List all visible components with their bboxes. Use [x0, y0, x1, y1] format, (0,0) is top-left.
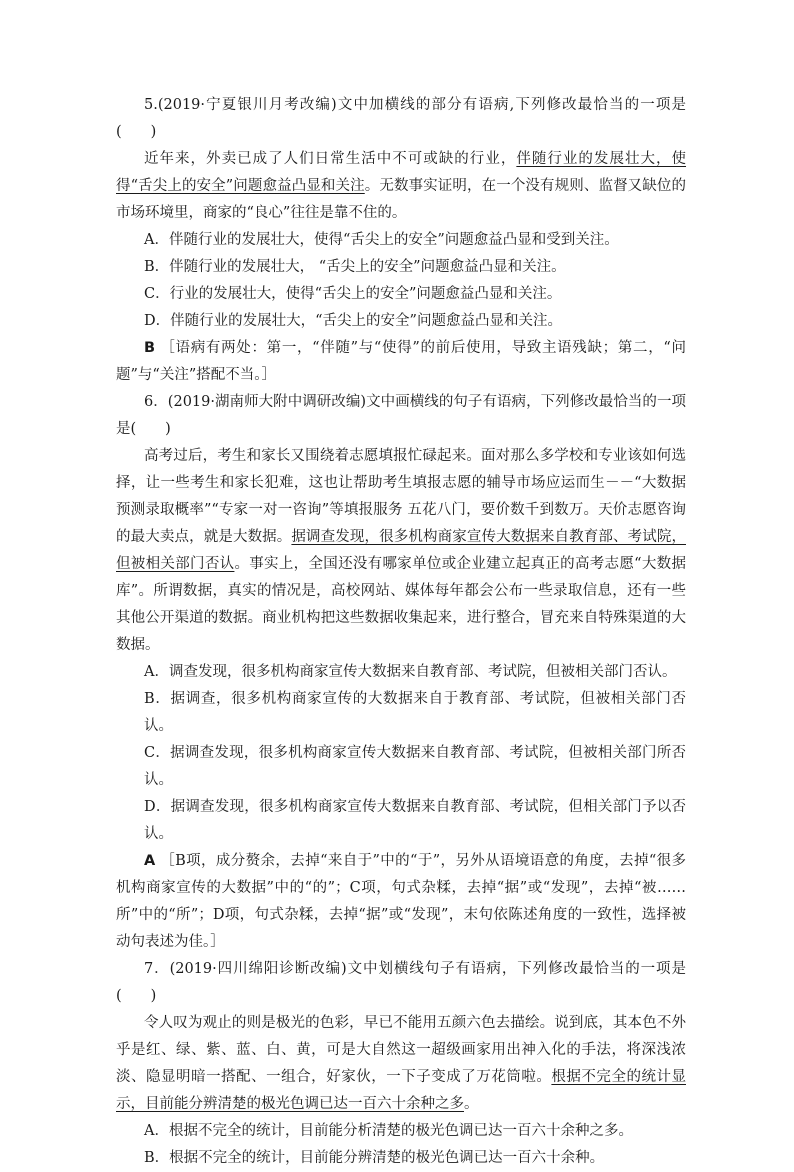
q5-passage-pre: 近年来，外卖已成了人们日常生活中不可或缺的行业， [144, 151, 517, 167]
q7-option-b: B．根据不完全的统计，目前能分辨清楚的极光色调已达一百六十余种。 [144, 1150, 605, 1166]
q7-stem: 7．(2019·四川绵阳诊断改编)文中划横线句子有语病，下列修改最恰当的一项是( ) [116, 961, 686, 1004]
q5-answer [116, 335, 686, 389]
q7-passage-underlined: 根据不完全的统计显示，目前能分辨清楚的极光色调已达一百六十余种之多 [116, 1069, 686, 1112]
q5-passage-underlined: 伴随行业的发展壮大，使得“舌尖上的安全”问题愈益凸显和关注 [116, 151, 687, 194]
q6-stem: 6．(2019·湖南师大附中调研改编)文中画横线的句子有语病，下列修改最恰当的一项是( ) [116, 394, 686, 437]
q7-passage-pre: 令人叹为观止的则是极光的色彩，早已不能用五颜六色去描绘。说到底，其本色不外乎是红、绿、紫、蓝、白、黄，可是大自然这一超级画家用出神入化的手法，将深浅浓淡、隐显明暗一搭配、一组合，好家伙，一下子变成了万花筒啦。 [116, 1015, 686, 1085]
q6-option-b: B．据调查，很多机构商家宣传的大数据来自于教育部、考试院，但被相关部门否认。 [144, 691, 686, 734]
q6-option-d: D．据调查发现，很多机构商家宣传大数据来自教育部、考试院，但相关部门予以否认。 [144, 799, 686, 842]
q7-passage [116, 1010, 686, 1118]
q6-option-a: A．调查发现，很多机构商家宣传大数据来自教育部、考试院，但被相关部门否认。 [144, 664, 677, 680]
q5-option-c: C．行业的发展壮大，使得“舌尖上的安全”问题愈益凸显和关注。 [144, 286, 562, 302]
q6-answer-key: A [144, 853, 156, 869]
q5-answer-explanation: ［语病有两处：第一，“伴随”与“使得”的前后使用，导致主语残缺；第二，“问题”与“关注”搭配不当。］ [116, 340, 687, 383]
q6-passage-post: 。事实上，全国还没有哪家单位或企业建立起真正的高考志愿“大数据库”。所谓数据，真实的情况是，高校网站、媒体每年都会公布一些录取信息，还有一些其他公开渠道的数据。商业机构把这些数据收集起来，进行整合，冒充来自特殊渠道的大数据。 [116, 556, 686, 653]
q6-answer-explanation: ［B项，成分赘余，去掉“来自于”中的“于”，另外从语境语意的角度，去掉“很多机构商家宣传的大数据”中的“的”；C项，句式杂糅，去掉“据”或“发现”，去掉“被……所”中的“所”；D项，句式杂糅，去掉“据”或“发现”，末句依陈述角度的一致性，选择被动句表述为佳。］ [116, 853, 687, 950]
q6-passage-pre: 高考过后，考生和家长又围绕着志愿填报忙碌起来。面对那么多学校和专业该如何选择，让一些考生和家长犯难，这也让帮助考生填报志愿的辅导市场应运而生－－“大数据预测录取概率”“专家一对一咨询”等填报服务 五花八门，要价数千到数万。天价志愿咨询的最大卖点，就是大数据。 [116, 448, 686, 545]
q5-option-b: B．伴随行业的发展壮大， “舌尖上的安全”问题愈益凸显和关注。 [144, 259, 566, 275]
q5-option-a: A．伴随行业的发展壮大，使得“舌尖上的安全”问题愈益凸显和受到关注。 [144, 232, 619, 248]
q5-passage-post: 。无数事实证明，在一个没有规则、监督又缺位的市场环境里，商家的“良心”往往是靠不住的。 [116, 178, 686, 221]
q6-passage-underlined: 据调查发现，很多机构商家宣传大数据来自教育部、考试院，但被相关部门否认 [116, 529, 686, 572]
q5-answer-key: B [144, 340, 156, 356]
q7-passage-post: 。 [464, 1096, 479, 1112]
document-page [116, 92, 686, 1172]
q6-option-c: C．据调查发现，很多机构商家宣传大数据来自教育部、考试院，但被相关部门所否认。 [144, 745, 686, 788]
q7-option-a: A．根据不完全的统计，目前能分析清楚的极光色调已达一百六十余种之多。 [144, 1123, 633, 1139]
q5-passage [116, 146, 686, 227]
q6-passage [116, 443, 686, 659]
q5-option-d: D．伴随行业的发展壮大，“舌尖上的安全”问题愈益凸显和关注。 [144, 313, 562, 329]
q5-stem: 5.(2019·宁夏银川月考改编)文中加横线的部分有语病,下列修改最恰当的一项是( ) [116, 97, 686, 140]
q6-answer [116, 848, 686, 956]
